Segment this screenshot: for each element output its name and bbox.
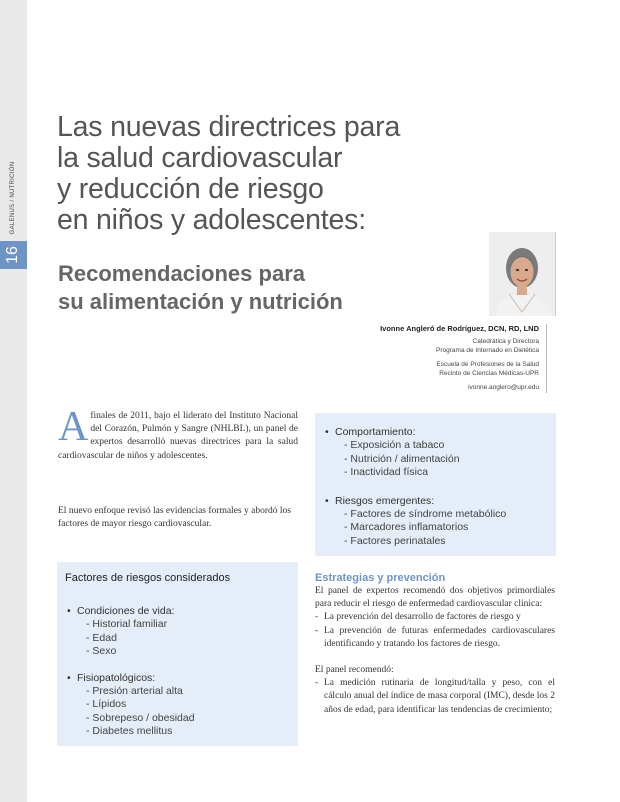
author-name: Ivonne Angleró de Rodríguez, DCN, RD, LND (380, 324, 539, 333)
risk-item: - Factores de síndrome metabólico (344, 507, 507, 520)
article-title (57, 112, 400, 236)
risk-item: - Edad (86, 631, 117, 644)
article-subtitle (58, 260, 343, 316)
objective-text: La prevención del desarrollo de factores de riesgo y (324, 612, 521, 623)
author-block (380, 324, 547, 393)
author-email[interactable]: ivonne.anglero@upr.edu (468, 384, 539, 391)
panel-intro: El panel recomendó: (315, 665, 394, 676)
risk-item: - Inactividad física (344, 466, 429, 478)
risk-box-title: Factores de riesgos considerados (65, 572, 231, 584)
risk-item: - Factores perinatales (344, 534, 446, 547)
risk-factors-box (57, 562, 298, 746)
page-number: 16 (4, 246, 21, 264)
author-photo (489, 232, 556, 316)
risk-item: - Lípidos (86, 698, 127, 710)
risk-item: - Exposición a tabaco (344, 439, 445, 451)
risk-item: - Historial familiar (86, 618, 168, 630)
dash-marker: - (315, 625, 319, 636)
drop-cap: A (58, 404, 89, 450)
risk-item: - Presión arterial alta (86, 684, 183, 697)
author-portrait-image (489, 232, 555, 316)
intro-paragraph-2: El nuevo enfoque revisó las evidencias formales y abordó los factores de mayor riesgo cardiovascular. (58, 506, 291, 530)
subtitle-line: Recomendaciones para (58, 261, 305, 286)
page-number-badge (0, 241, 27, 269)
risk-item: - Nutrición / alimentación (344, 452, 460, 465)
author-title-line: Catedrática y Directora (472, 338, 539, 345)
title-line: y reducción de riesgo (57, 173, 324, 205)
intro-text: finales de 2011, bajo el liderato del Instituto Nacional del Corazón, Pulmón y Sangre (NHLBL), un panel de expertos desarrolló nuevas directrices para la salud cardiovascular de niños y adolescentes. (58, 411, 298, 461)
objective-item (315, 611, 555, 624)
recommendation-text: La medición rutinaria de longitud/talla y peso, con el cálculo anual del índice de masa corporal (IMC), desde los 2 años de edad, para identificar las tendencias de crecimiento; (324, 678, 555, 715)
author-school-line: Recinto de Ciencias Médicas-UPR (439, 369, 539, 377)
risk-item: - Sexo (86, 645, 117, 657)
risk-item: - Diabetes mellitus (86, 725, 173, 737)
title-line: en niños y adolescentes: (57, 204, 366, 236)
objective-item (315, 625, 555, 651)
risk-group-label: • Comportamiento: (323, 425, 556, 439)
title-line: la salud cardiovascular (57, 142, 343, 174)
objective-text: La prevención de futuras enfermedades cardiovasculares identificando y tratando los factores de riesgo. (324, 625, 555, 649)
recommendation-item (315, 677, 555, 717)
title-line: Las nuevas directrices para (57, 111, 401, 143)
sidebar-strip (0, 0, 27, 802)
risk-group-label: • Fisiopatológicos: (65, 671, 298, 685)
strategies-heading: Estrategias y prevención (315, 572, 446, 584)
risk-group-label: • Condiciones de vida: (65, 604, 298, 618)
dash-marker: - (315, 678, 319, 689)
author-title-line: Programa de Internado en Dietética (436, 346, 539, 354)
running-title: GALENUS / NUTRICIÓN (10, 161, 16, 235)
dash-marker: - (315, 612, 319, 623)
intro-paragraph (58, 404, 298, 463)
risk-item: - Marcadores inflamatorios (344, 521, 469, 533)
strategies-section (315, 585, 555, 717)
risk-group-label: • Riesgos emergentes: (323, 494, 556, 508)
subtitle-line: su alimentación y nutrición (58, 289, 343, 314)
risk-item: - Sobrepeso / obesidad (86, 711, 195, 724)
author-school-line: Escuela de Profesiones de la Salud (436, 361, 539, 368)
strategies-intro: El panel de expertos recomendó dos objetivos primordiales para reducir el riesgo de enfermedad cardiovascular clínica: (315, 586, 555, 610)
behavior-risk-box (315, 413, 556, 556)
